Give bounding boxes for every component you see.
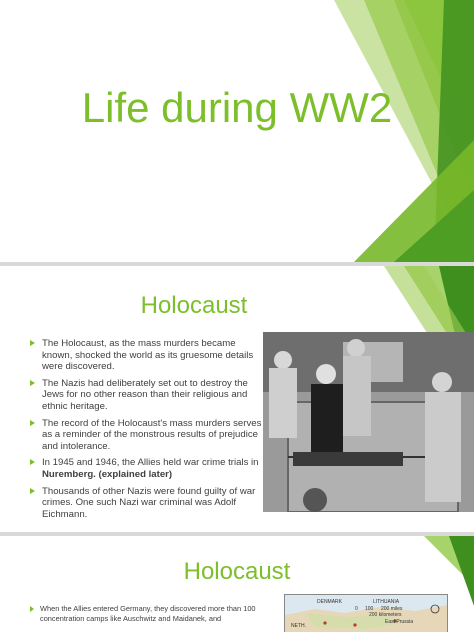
map-label: LITHUANIA: [373, 599, 400, 605]
trial-photo-image: [263, 332, 474, 512]
slide-title: Holocaust: [183, 558, 291, 585]
holocaust-slide: [0, 266, 474, 532]
bullet-arrow-icon: [30, 380, 35, 386]
map-label: 200 kilometers: [369, 612, 402, 618]
bullet-arrow-icon: [30, 459, 35, 465]
holocaust-slide-2: [0, 536, 474, 632]
bullet-arrow-icon: [30, 420, 35, 426]
map-label: NETH.: [291, 623, 306, 629]
bullet-item: The Nazis had deliberately set out to destroy the Jews for no other reason than their religious and ethnic heritage.: [30, 378, 262, 413]
map-label: East Prussia: [385, 619, 414, 625]
title-slide: [0, 0, 474, 262]
trial-photo: [263, 332, 474, 512]
bullet-list: [30, 338, 262, 525]
map-label: 0: [355, 606, 358, 612]
map-shapes: [285, 595, 447, 632]
bullet-item: When the Allies entered Germany, they discovered more than 100 concentration camps like Auschwitz and Maidanek, and: [30, 604, 290, 623]
bullet-arrow-icon: [30, 488, 35, 494]
bullet-arrow-icon: [30, 606, 34, 612]
map-label: 200 miles: [381, 606, 403, 612]
bullet-item: The record of the Holocaust's mass murders serves as a reminder of the monstrous results of prejudice and intolerance.: [30, 418, 262, 453]
europe-map: [284, 594, 448, 632]
slide-title: Life during WW2: [81, 84, 393, 131]
bullet-item: Thousands of other Nazis were found guilty of war crimes. One such Nazi war criminal was Adolf Eichmann.: [30, 486, 262, 521]
bullet-item: The Holocaust, as the mass murders became known, shocked the world as its gruesome details were discovered.: [30, 338, 262, 373]
bullet-arrow-icon: [30, 340, 35, 346]
bullet-item: In 1945 and 1946, the Allies held war crime trials in Nuremberg. (explained later): [30, 457, 262, 480]
map-label: 100: [365, 606, 374, 612]
slide-title: Holocaust: [140, 292, 248, 319]
map-label: DENMARK: [317, 599, 343, 605]
